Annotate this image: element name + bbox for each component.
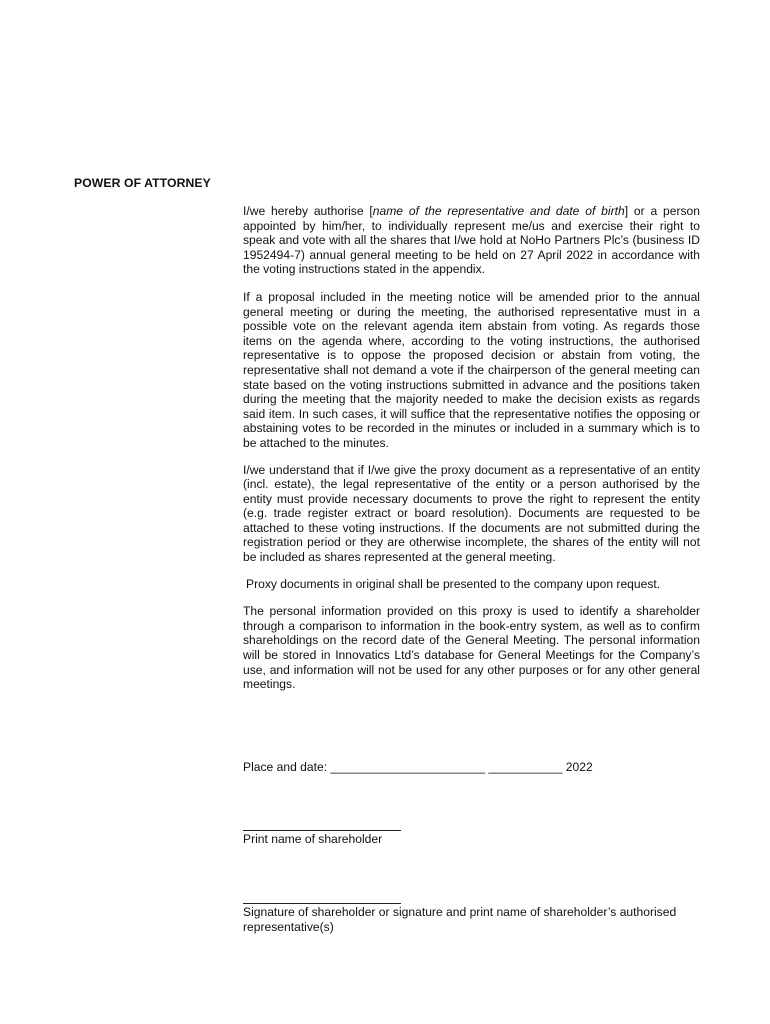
print-name-line (243, 830, 401, 831)
document-body (243, 204, 700, 692)
print-name-block (243, 830, 703, 847)
representative-placeholder: name of the representative and date of birth (372, 204, 625, 218)
amendment-paragraph: If a proposal included in the meeting notice will be amended prior to the annual general meeting or during the meeting, the authorised representative must in a possible vote on the relevant agenda item abstain from voting. As regards those items on the agenda where, according to the voting instructions, the authorised representative is to oppose the proposed decision or abstain from voting, the representative shall not demand a vote if the chairperson of the general meeting can state based on the voting instructions submitted in advance and the positions taken during the meeting that the majority needed to make the decision exists as regards said item. In such cases, it will suffice that the representative notifies the opposing or abstaining votes to be recorded in the minutes or included in a summary which is to be attached to the minutes. (243, 289, 700, 450)
personal-information-paragraph: The personal information provided on this proxy is used to identify a shareholder through a comparison to information in the book-entry system, as well as to confirm shareholdings on the record date of the General Meeting. The personal information will be stored in Innovatics Ltd’s database for General Meetings for the Company’s use, and information will not be used for any other purposes or for any other general meetings. (243, 604, 700, 692)
signature-label: Signature of shareholder or signature and print name of shareholder’s authorised representative(s) (243, 905, 677, 934)
print-name-label: Print name of shareholder (243, 832, 383, 846)
authorisation-text-end: ] or a person appointed by him/her, to individually represent me/us and exercise their right to speak and vote with all the shares that I/we hold at NoHo Partners Plc’s (business ID 1952494-7) annual general meeting to be held on 27 April 2022 in accordance with the voting instructions stated in the appendix. (243, 204, 700, 277)
signature-line (243, 903, 401, 904)
authorisation-text-start: I/we hereby authorise [ (243, 204, 373, 218)
signature-block (243, 903, 703, 934)
place-and-date-field: Place and date: _______________________ ___________ 2022 (243, 760, 593, 774)
document-title: POWER OF ATTORNEY (74, 176, 211, 190)
original-documents-paragraph: Proxy documents in original shall be presented to the company upon request. (246, 576, 661, 591)
authorisation-paragraph (243, 204, 700, 277)
entity-representative-paragraph: I/we understand that if I/we give the proxy document as a representative of an entity (incl. estate), the legal representative of the entity or a person authorised by the entity must provide necessary documents to prove the right to represent the entity (e.g. trade register extract or board resolution). Documents are requested to be attached to these voting instructions. If the documents are not submitted during the registration period or they are otherwise incomplete, the shares of the entity will not be included as shares represented at the general meeting. (243, 462, 700, 565)
